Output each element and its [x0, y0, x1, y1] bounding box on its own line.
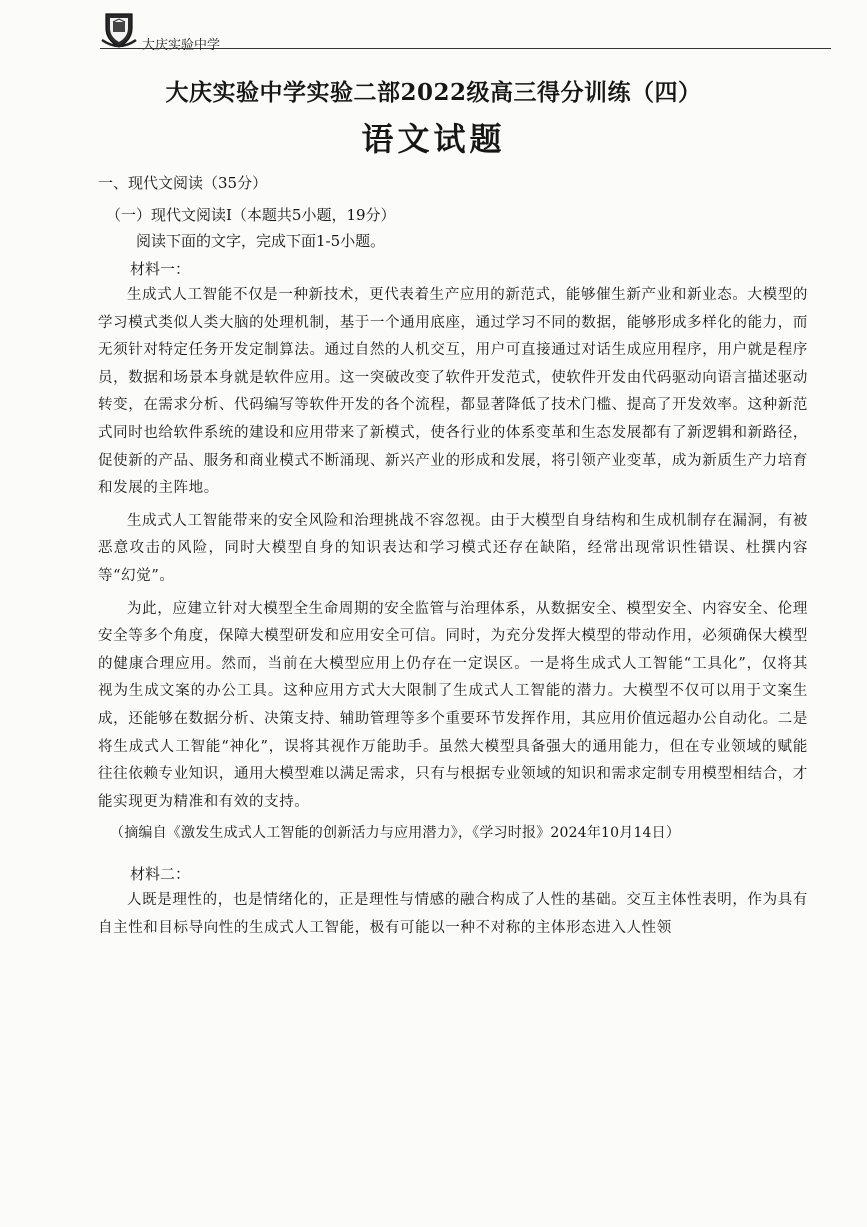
source-citation: （摘编自《激发生成式人工智能的创新活力与应用潜力》，《学习时报》2024年10月14日） — [110, 825, 681, 842]
material-one-paragraph: 生成式人工智能不仅是一种新技术，更代表着生产应用的新范式，能够催生新产业和新业态。大模型的学习模式类似人类大脑的处理机制，基于一个通用底座，通过学习不同的数据，能够形成多样化的能力，而无须针对特定任务开发定制算法。通过自然的人机交互，用户可直接通过对话生成应用程序，用户就是程序员，数据和场景本身就是软件应用。这一突破改变了软件开发范式，使软件开发由代码驱动向语言描述驱动转变，在需求分析、代码编写等软件开发的各个流程，都显著降低了技术门槛、提高了开发效率。这种新范式同时也给软件系统的建设和应用带来了新模式，使各行业的体系变革和生态发展都有了新逻辑和新路径，促使新的产品、服务和商业模式不断涌现、新兴产业的形成和发展，将引领产业变革，成为新质生产力培育和发展的主阵地。 — [98, 287, 808, 497]
header-divider — [100, 48, 831, 49]
material-two-label: 材料二： — [130, 865, 191, 884]
document-body — [98, 170, 808, 942]
page-header — [100, 10, 831, 52]
section-heading: 一、现代文阅读（35分） — [98, 174, 268, 192]
header-school-name: 大庆实验中学 — [142, 38, 221, 53]
reading-instruction: 阅读下面的文字，完成下面1-5小题。 — [136, 232, 386, 250]
material-one-paragraph: 为此，应建立针对大模型全生命周期的安全监管与治理体系，从数据安全、模型安全、内容安全、伦理安全等多个角度，保障大模型研发和应用安全可信。同时，为充分发挥大模型的带动作用，必须确保大模型的健康合理应用。然而，当前在大模型应用上仍存在一定误区。一是将生成式人工智能“工具化”，仅将其视为生成文案的办公工具。这种应用方式大大限制了生成式人工智能的潜力。大模型不仅可以用于文案生成，还能够在数据分析、决策支持、辅助管理等多个重要环节发挥作用，其应用价值远超办公自动化。二是将生成式人工智能“神化”，误将其视作万能助手。虽然大模型具备强大的通用能力，但在专业领域的赋能往往依赖专业知识，通用大模型难以满足需求，只有与根据专业领域的知识和需求定制专用模型相结合，才能实现更为精准和有效的支持。 — [98, 600, 808, 810]
school-logo-icon — [100, 10, 138, 50]
material-one-paragraph: 生成式人工智能带来的安全风险和治理挑战不容忽视。由于大模型自身结构和生成机制存在漏洞，有被恶意攻击的风险，同时大模型自身的知识表达和学习模式还存在缺陷，经常出现常识性错误、杜撰内容等“幻觉”。 — [98, 512, 808, 584]
material-one-label: 材料一： — [130, 260, 191, 278]
subsection-heading: （一）现代文阅读Ⅰ（本题共5小题，19分） — [106, 206, 396, 224]
exam-title: 大庆实验中学实验二部2022级高三得分训练（四） — [165, 79, 702, 106]
material-two-paragraph: 人既是理性的，也是情绪化的，正是理性与情感的融合构成了人性的基础。交互主体性表明，作为具有自主性和目标导向性的生成式人工智能，极有可能以一种不对称的主体形态进入人性领 — [98, 892, 808, 936]
exam-subtitle: 语文试题 — [361, 120, 506, 158]
